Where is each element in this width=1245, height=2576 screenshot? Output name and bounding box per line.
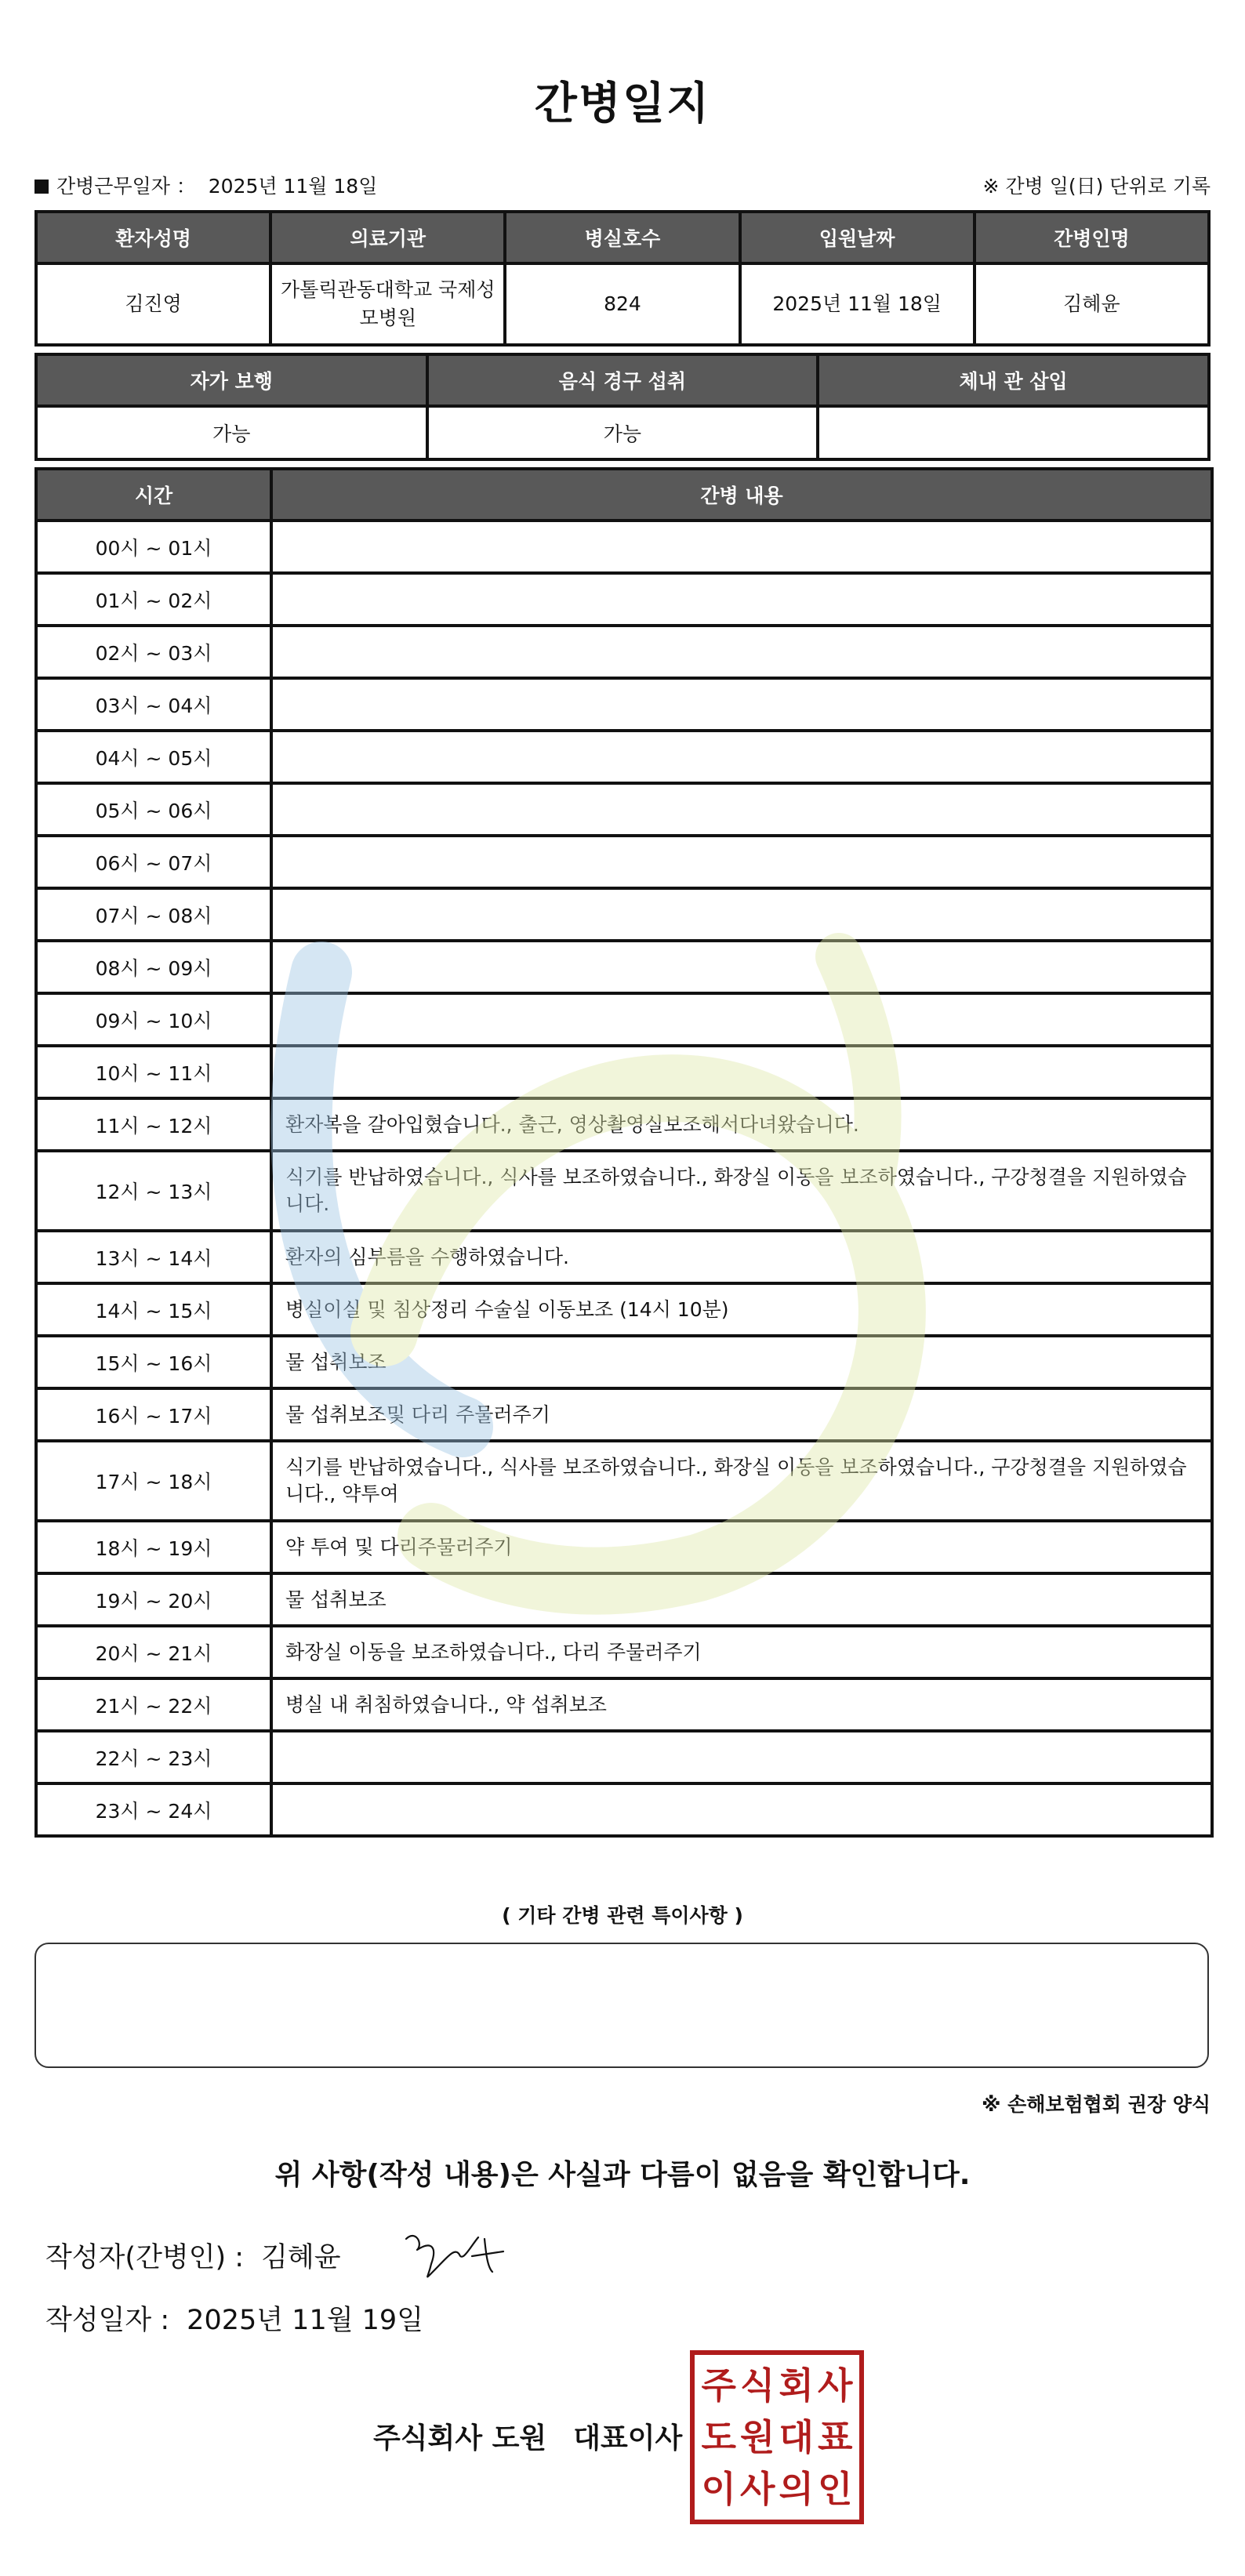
time-cell: 14시 ~ 15시 [36, 1283, 271, 1336]
header-room-number: 병실호수 [505, 212, 739, 263]
time-cell: 23시 ~ 24시 [36, 1783, 271, 1836]
table-row [36, 521, 1212, 573]
table-row [36, 1678, 1212, 1731]
table-row [36, 1098, 1212, 1151]
table-row [36, 1151, 1212, 1231]
time-cell: 16시 ~ 17시 [36, 1388, 271, 1441]
seal-character: 주 [701, 2364, 736, 2407]
tube-insertion-value [818, 406, 1209, 459]
table-row [36, 888, 1212, 941]
writer-name: 김혜윤 [261, 2242, 341, 2273]
care-content-cell [271, 731, 1212, 783]
time-cell: 20시 ~ 21시 [36, 1626, 271, 1678]
table-row [36, 1626, 1212, 1678]
table-row [36, 1336, 1212, 1388]
time-cell: 09시 ~ 10시 [36, 993, 271, 1046]
work-date-value: 2025년 11월 18일 [208, 175, 378, 198]
care-content-cell [271, 836, 1212, 888]
time-cell: 08시 ~ 09시 [36, 941, 271, 993]
care-content-cell [271, 678, 1212, 731]
table-row [36, 1283, 1212, 1336]
time-cell: 06시 ~ 07시 [36, 836, 271, 888]
company-title: 대표이사 [573, 2422, 683, 2454]
time-cell: 11시 ~ 12시 [36, 1098, 271, 1151]
care-content-cell [271, 993, 1212, 1046]
header-self-walking: 자가 보행 [36, 354, 427, 406]
header-tube-insertion: 체내 관 삽입 [818, 354, 1209, 406]
self-walking-value: 가능 [36, 406, 427, 459]
record-unit-note: ※ 간병 일(日) 단위로 기록 [982, 175, 1211, 198]
header-oral-intake: 음식 경구 섭취 [427, 354, 819, 406]
table-row [36, 1783, 1212, 1836]
time-cell: 17시 ~ 18시 [36, 1441, 271, 1521]
care-content-cell [271, 626, 1212, 678]
handwritten-signature [400, 2223, 510, 2286]
seal-character: 표 [818, 2416, 853, 2458]
care-content-cell [271, 783, 1212, 836]
care-content-cell [271, 1783, 1212, 1836]
care-content-cell [271, 1046, 1212, 1098]
care-content-cell [271, 888, 1212, 941]
seal-character: 인 [818, 2468, 853, 2510]
care-content-cell: 식기를 반납하였습니다., 식사를 보조하였습니다., 화장실 이동을 보조하였습니다., 구강청결을 지원하였습니다. [271, 1151, 1212, 1231]
header-patient-name: 환자성명 [36, 212, 270, 263]
seal-character: 식 [740, 2364, 775, 2407]
time-cell: 04시 ~ 05시 [36, 731, 271, 783]
confirm-statement: 위 사항(작성 내용)은 사실과 다름이 없음을 확인합니다. [274, 2159, 971, 2191]
care-content-cell: 물 섭취보조 [271, 1336, 1212, 1388]
table-row [36, 1231, 1212, 1283]
care-content-cell: 병실 내 취침하였습니다., 약 섭취보조 [271, 1678, 1212, 1731]
care-content-cell: 환자복을 갈아입혔습니다., 출근, 영상촬영실보조해서다녀왔습니다. [271, 1098, 1212, 1151]
care-content-cell: 식기를 반납하였습니다., 식사를 보조하였습니다., 화장실 이동을 보조하였습니다., 구강청결을 지원하였습니다., 약투여 [271, 1441, 1212, 1521]
ability-table [34, 353, 1211, 461]
page-title: 간병일지 [534, 78, 711, 129]
table-row [36, 1731, 1212, 1783]
time-cell: 07시 ~ 08시 [36, 888, 271, 941]
table-row [36, 1521, 1212, 1573]
seal-character: 사 [818, 2364, 853, 2407]
admission-date: 2025년 11월 18일 [740, 263, 975, 345]
care-content-cell: 화장실 이동을 보조하였습니다., 다리 주물러주기 [271, 1626, 1212, 1678]
care-content-cell [271, 521, 1212, 573]
special-notes-box [34, 1943, 1209, 2068]
header-caregiver-name: 간병인명 [975, 212, 1209, 263]
table-row [36, 1046, 1212, 1098]
seal-character: 도 [701, 2416, 736, 2458]
patient-info-table [34, 210, 1211, 346]
care-content-cell: 물 섭취보조 [271, 1573, 1212, 1626]
writer-label: 작성자(간병인) : [45, 2242, 245, 2273]
seal-character: 의 [779, 2468, 814, 2510]
company-name: 주식회사 도원 [373, 2422, 547, 2454]
header-hospital: 의료기관 [270, 212, 505, 263]
table-row [36, 731, 1212, 783]
header-time: 시간 [36, 469, 271, 521]
written-date-label: 작성일자 : [45, 2305, 170, 2336]
writer-row [45, 2236, 341, 2275]
time-cell: 18시 ~ 19시 [36, 1521, 271, 1573]
seal-character: 대 [779, 2416, 814, 2458]
company-seal-stamp [690, 2350, 864, 2524]
seal-character: 회 [779, 2364, 814, 2407]
work-date-label: 간병근무일자 ： [56, 175, 196, 198]
log-rows [36, 521, 1212, 1836]
table-row [36, 1441, 1212, 1521]
hourly-care-log-table [34, 467, 1214, 1838]
table-row [36, 1573, 1212, 1626]
hospital-name: 가톨릭관동대학교 국제성모병원 [270, 263, 505, 345]
table-row [36, 941, 1212, 993]
care-content-cell: 병실이실 및 침상정리 수술실 이동보조 (14시 10분) [271, 1283, 1212, 1336]
header-care-content: 간병 내용 [271, 469, 1212, 521]
time-cell: 13시 ~ 14시 [36, 1231, 271, 1283]
table-row [36, 783, 1212, 836]
time-cell: 01시 ~ 02시 [36, 573, 271, 626]
care-content-cell [271, 1731, 1212, 1783]
time-cell: 03시 ~ 04시 [36, 678, 271, 731]
table-row [36, 573, 1212, 626]
room-number: 824 [505, 263, 739, 345]
care-content-cell [271, 573, 1212, 626]
time-cell: 00시 ~ 01시 [36, 521, 271, 573]
work-date [34, 171, 377, 199]
table-row [36, 1388, 1212, 1441]
care-content-cell: 환자의 심부름을 수행하였습니다. [271, 1231, 1212, 1283]
table-row [36, 678, 1212, 731]
care-content-cell: 물 섭취보조및 다리 주물러주기 [271, 1388, 1212, 1441]
time-cell: 12시 ~ 13시 [36, 1151, 271, 1231]
written-date-row [45, 2298, 423, 2338]
time-cell: 21시 ~ 22시 [36, 1678, 271, 1731]
patient-name: 김진영 [36, 263, 270, 345]
company-signature-line [373, 2416, 709, 2456]
header-admission-date: 입원날짜 [740, 212, 975, 263]
time-cell: 19시 ~ 20시 [36, 1573, 271, 1626]
time-cell: 02시 ~ 03시 [36, 626, 271, 678]
time-cell: 15시 ~ 16시 [36, 1336, 271, 1388]
seal-character: 이 [701, 2468, 736, 2510]
recommend-note: ※ 손해보험협회 권장 양식 [982, 2093, 1211, 2116]
table-row [36, 626, 1212, 678]
seal-character: 사 [740, 2468, 775, 2510]
written-date: 2025년 11월 19일 [187, 2305, 423, 2336]
time-cell: 10시 ~ 11시 [36, 1046, 271, 1098]
table-row [36, 993, 1212, 1046]
square-bullet-icon [34, 180, 49, 194]
meta-row [34, 171, 1211, 202]
care-content-cell: 약 투여 및 다리주물러주기 [271, 1521, 1212, 1573]
seal-character: 원 [740, 2416, 775, 2458]
table-row [36, 836, 1212, 888]
care-content-cell [271, 941, 1212, 993]
oral-intake-value: 가능 [427, 406, 819, 459]
caregiver-name: 김혜윤 [975, 263, 1209, 345]
time-cell: 05시 ~ 06시 [36, 783, 271, 836]
special-notes-title: ( 기타 간병 관련 특이사항 ) [502, 1904, 743, 1927]
time-cell: 22시 ~ 23시 [36, 1731, 271, 1783]
